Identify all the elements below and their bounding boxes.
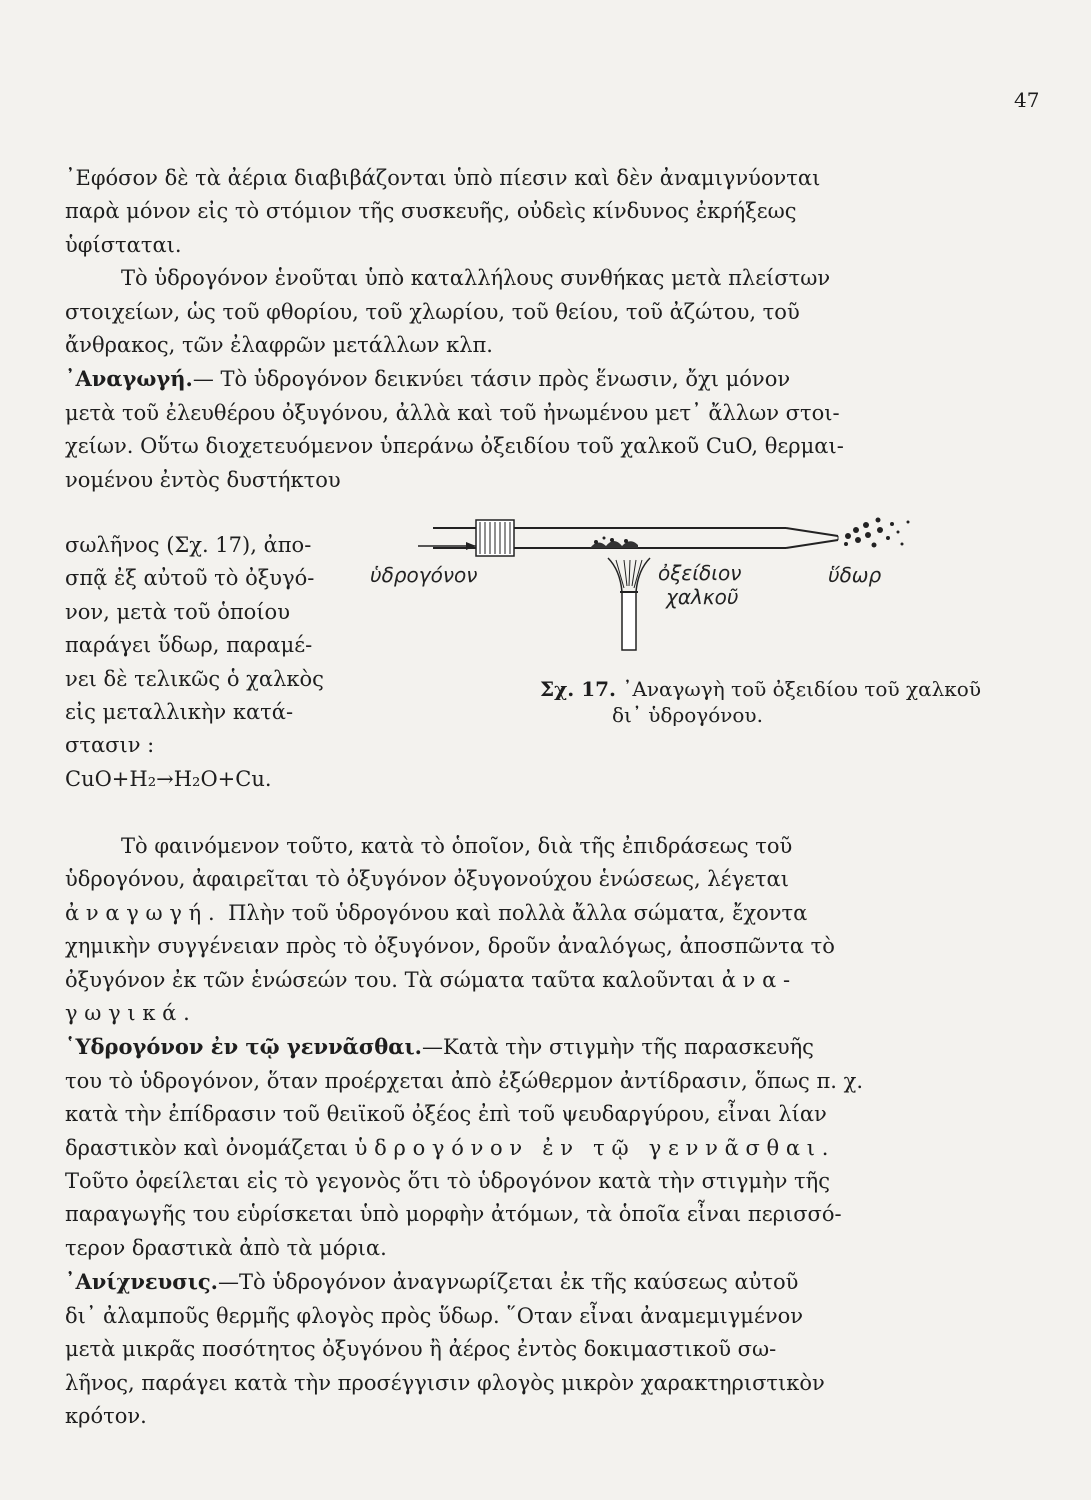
text-line: [65, 997, 933, 1030]
label-oxide-1: ὀξείδιον: [658, 561, 742, 585]
term-nascent: ὑδρογόνον ἐν τῷ γεννᾶσθαι.: [354, 1135, 836, 1160]
section-heading-detection: ᾿Ανίχνευσις.: [65, 1269, 218, 1295]
nascent-heading-line: [65, 1030, 933, 1064]
text-line: σπᾷ ἐξ αὐτοῦ τὸ ὀξυγό-: [65, 566, 315, 591]
section-heading-nascent: ῾Υδρογόνον ἐν τῷ γεννᾶσθαι.: [65, 1034, 422, 1060]
text-line: νον, μετὰ τοῦ ὁποίου: [65, 599, 290, 624]
text-run: Πλὴν τοῦ ὑδρογόνου καὶ πολλὰ ἄλλα σώματα, ἔχοντα: [228, 900, 808, 925]
water-spray-drawing: [844, 518, 910, 548]
text-line: χημικὴν συγγένειαν πρὸς τὸ ὀξυγόνον, δροῦν ἀναλόγως, ἀποσπῶντα τὸ: [65, 934, 835, 959]
main-paragraphs: [65, 830, 933, 1433]
figure-caption: [540, 676, 981, 728]
caption-label: Σχ. 17.: [540, 677, 617, 701]
text-line: εἰς μεταλλικὴν κατά-: [65, 700, 294, 725]
chemical-equation: CuO+H₂→H₂O+Cu.: [65, 766, 272, 791]
label-hydrogen: ὑδρογόνον: [370, 563, 478, 587]
text-line: παραγωγῆς του εὑρίσκεται ὑπὸ μορφὴν ἀτόμων, τὰ ὁποῖα εἶναι περισσό-: [65, 1202, 842, 1227]
detection-heading-line: [65, 1265, 933, 1299]
text-line: παρὰ μόνον εἰς τὸ στόμιον τῆς συσκευῆς, οὐδεὶς κίνδυνος ἐκρήξεως: [65, 199, 797, 224]
burner-drawing: [608, 558, 650, 650]
page-number: 47: [1014, 88, 1040, 112]
label-oxide-2: χαλκοῦ: [666, 585, 739, 609]
text-line: τερον δραστικὰ ἀπὸ τὰ μόρια.: [65, 1235, 387, 1260]
term-reducing-end: γωγικά.: [65, 1001, 197, 1026]
stopper-drawing: [476, 520, 514, 556]
text-line: ἄνθρακος, τῶν ἐλαφρῶν μετάλλων κλπ.: [65, 333, 493, 358]
text-line: ᾿Εφόσον δὲ τὰ ἀέρια διαβιβάζονται ὑπὸ πίεσιν καὶ δὲν ἀναμιγνύονται: [65, 166, 821, 190]
term-reducing: ἀνα-: [721, 967, 797, 992]
label-water: ὕδωρ: [828, 563, 882, 587]
text-line: στασιν :: [65, 733, 155, 758]
text-line: Τὸ ὑδρογόνον ἑνοῦται ὑπὸ καταλλήλους συνθήκας μετὰ πλείστων: [121, 266, 831, 291]
text-line: ὑφίσταται.: [65, 232, 182, 257]
text-run: —Κατὰ τὴν στιγμὴν τῆς παρασκευῆς: [421, 1035, 814, 1060]
left-column-text: [65, 529, 365, 796]
copper-oxide-drawing: [590, 537, 638, 549]
text-line: σωλῆνος (Σχ. 17), ἀπο-: [65, 533, 312, 557]
text-run: — Τὸ ὑδρογόνον δεικνύει τάσιν πρὸς ἕνωσιν, ὄχι μόνον: [192, 367, 791, 392]
text-line: [65, 964, 933, 997]
text-line: μετὰ μικρᾶς ποσότητος ὀξυγόνου ἢ ἀέρος ἐντὸς δοκιμαστικοῦ σω-: [65, 1337, 777, 1362]
text-line: [65, 1132, 933, 1165]
text-line: νει δὲ τελικῶς ὁ χαλκὸς: [65, 666, 324, 691]
text-run: δραστικὸν καὶ ὀνομάζεται: [65, 1135, 348, 1160]
text-line: [65, 897, 933, 930]
text-run: ὀξυγόνον ἐκ τῶν ἑνώσεών του. Τὰ σώματα ταῦτα καλοῦνται: [65, 967, 716, 992]
text-line: Τοῦτο ὀφείλεται εἰς τὸ γεγονὸς ὅτι τὸ ὑδρογόνον κατὰ τὴν στιγμὴν τῆς: [65, 1169, 831, 1194]
text-line: λῆνος, παράγει κατὰ τὴν προσέγγισιν φλογὸς μικρὸν χαρακτηριστικὸν: [65, 1370, 825, 1395]
reduction-heading-line: [65, 362, 933, 396]
text-line: δι᾿ ἀλαμποῦς θερμῆς φλογὸς πρὸς ὕδωρ. ῞Οταν εἶναι ἀναμεμιγμένον: [65, 1303, 804, 1328]
text-line: Τὸ φαινόμενον τοῦτο, κατὰ τὸ ὁποῖον, διὰ τῆς ἐπιδράσεως τοῦ: [121, 834, 793, 858]
text-run: —Τὸ ὑδρογόνον ἀναγνωρίζεται ἐκ τῆς καύσεως αὐτοῦ: [218, 1270, 799, 1295]
text-line: στοιχείων, ὡς τοῦ φθορίου, τοῦ χλωρίου, τοῦ θείου, τοῦ ἀζώτου, τοῦ: [65, 299, 800, 324]
text-line: χείων. Οὕτω διοχετευόμενον ὑπεράνω ὀξειδίου τοῦ χαλκοῦ CuO, θερμαι-: [65, 434, 844, 459]
text-line: του τὸ ὑδρογόνον, ὅταν προέρχεται ἀπὸ ἐξώθερμον ἀντίδρασιν, ὅπως π. χ.: [65, 1068, 864, 1093]
text-line: κρότον.: [65, 1403, 147, 1428]
caption-text-2: δι᾿ ὑδρογόνου.: [612, 703, 763, 727]
text-line: ὑδρογόνου, ἀφαιρεῖται τὸ ὀξυγόνον ὀξυγονούχου ἑνώσεως, λέγεται: [65, 867, 789, 892]
text-line: νομένου ἐντὸς δυστήκτου: [65, 467, 341, 492]
caption-text: ᾿Αναγωγὴ τοῦ ὀξειδίου τοῦ χαλκοῦ: [622, 677, 981, 701]
intro-paragraphs: [65, 162, 933, 497]
term-reduction: ἀναγωγή.: [65, 900, 222, 925]
text-line: παράγει ὕδωρ, παραμέ-: [65, 633, 313, 658]
text-line: μετὰ τοῦ ἐλευθέρου ὀξυγόνου, ἀλλὰ καὶ τοῦ ἠνωμένου μετ᾿ ἄλλων στοι-: [65, 400, 840, 425]
text-line: κατὰ τὴν ἐπίδρασιν τοῦ θειϊκοῦ ὀξέος ἐπὶ τοῦ ψευδαργύρου, εἶναι λίαν: [65, 1102, 827, 1127]
section-heading-reduction: ᾿Αναγωγή.: [65, 366, 193, 392]
caption-line: [540, 676, 981, 702]
